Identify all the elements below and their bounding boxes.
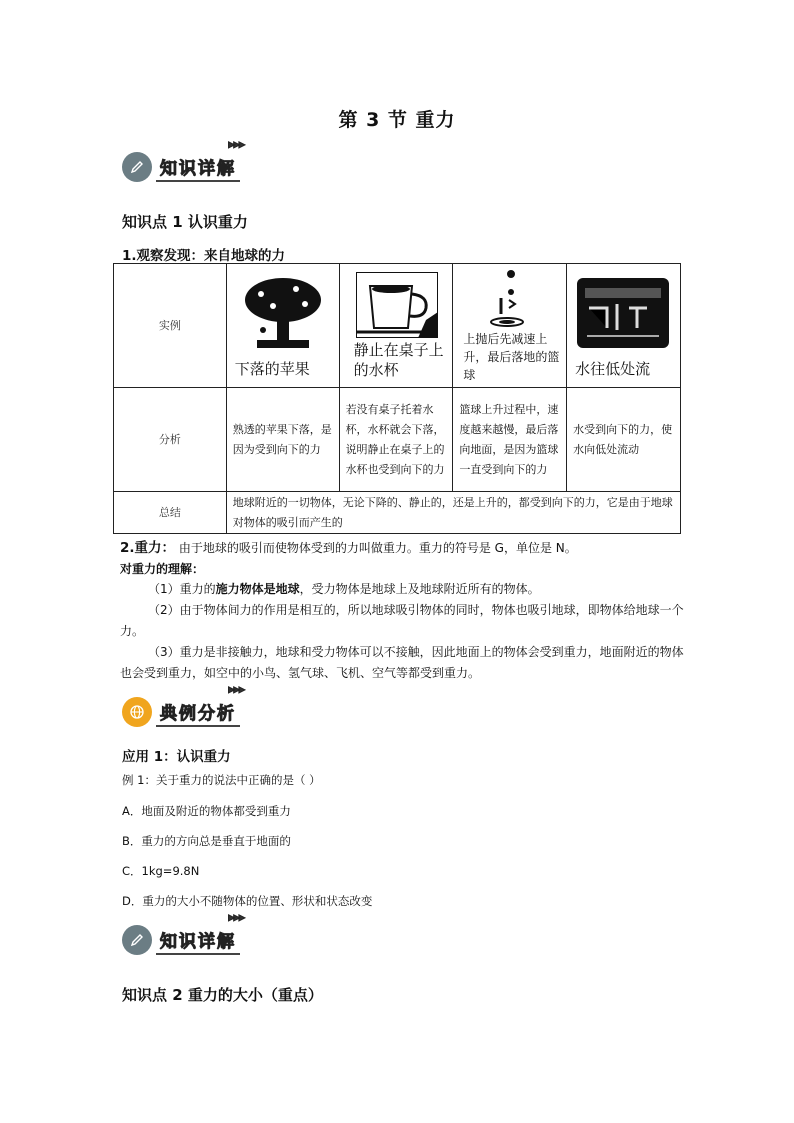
kp2-heading: 知识点 2 重力的大小（重点） xyxy=(122,986,323,1004)
row-head-examples: 实例 xyxy=(114,264,227,388)
arrows-icon: ▶▶▶ xyxy=(228,912,244,922)
row-head-analysis: 分析 xyxy=(114,388,227,492)
pencil-icon xyxy=(122,925,152,955)
kp1-subheading: 1.观察发现：来自地球的力 xyxy=(122,248,286,264)
point-1-b: ，受力物体是地球上及地球附近所有的物体。 xyxy=(299,582,540,596)
point-3: （3）重力是非接触力，地球和受力物体可以不接触，因此地面上的物体会受到重力，地面附近的物体也会受到重力，如空中的小鸟、氢气球、飞机、空气等都受到重力。 xyxy=(120,645,684,680)
example-water xyxy=(567,264,681,388)
arrows-icon: ▶▶▶ xyxy=(228,139,244,149)
globe-icon xyxy=(122,697,152,727)
gravity-table xyxy=(113,263,681,534)
analysis-apple: 熟透的苹果下落，是因为受到向下的力 xyxy=(226,388,339,492)
option-c: C．1kg=9.8N xyxy=(122,864,200,878)
analysis-cup: 若没有桌子托着水杯，水杯就会下落，说明静止在桌子上的水杯也受到向下的力 xyxy=(339,388,453,492)
option-d: D．重力的大小不随物体的位置、形状和状态改变 xyxy=(122,894,373,908)
summary-text: 地球附近的一切物体，无论下降的、静止的，还是上升的，都受到向下的力，它是由于地球对物体的吸引而产生的 xyxy=(226,492,680,534)
app1-heading: 应用 1：认识重力 xyxy=(122,749,231,765)
knowledge-banner-2-label: 知识详解 xyxy=(160,931,236,952)
waterfall-icon xyxy=(577,278,669,348)
knowledge-banner-2 xyxy=(122,912,244,955)
point-1-a: （1）重力的 xyxy=(148,582,216,596)
row-head-summary: 总结 xyxy=(114,492,227,534)
point-2: （2）由于物体间力的作用是相互的，所以地球吸引物体的同时，物体也吸引地球，即物体给地球一个力。 xyxy=(120,603,684,638)
water-cup-icon xyxy=(356,272,438,338)
option-b: B．重力的方向总是垂直于地面的 xyxy=(122,834,291,848)
gravity-label: 2.重力： xyxy=(120,540,176,556)
pencil-icon xyxy=(122,152,152,182)
gravity-definition xyxy=(120,538,690,558)
caption-apple: 下落的苹果 xyxy=(234,360,310,378)
basketball-icon xyxy=(487,268,533,330)
kp1-heading: 知识点 1 认识重力 xyxy=(122,213,248,231)
apple-tree-icon xyxy=(241,274,325,350)
example-cup xyxy=(339,264,453,388)
option-a: A．地面及附近的物体都受到重力 xyxy=(122,804,291,818)
arrows-icon: ▶▶▶ xyxy=(228,684,244,694)
gravity-text: 由于地球的吸引而使物体受到的力叫做重力。重力的符号是 G，单位是 N。 xyxy=(178,541,577,555)
page-title: 第 3 节 重力 xyxy=(338,109,456,131)
knowledge-banner xyxy=(122,139,244,182)
example-banner-label: 典例分析 xyxy=(160,703,236,724)
analysis-water: 水受到向下的力，使水向低处流动 xyxy=(567,388,681,492)
point-1 xyxy=(148,579,688,599)
caption-water: 水往低处流 xyxy=(575,360,651,378)
knowledge-banner-label: 知识详解 xyxy=(160,158,236,179)
example-apple xyxy=(226,264,339,388)
example-question: 例 1：关于重力的说法中正确的是（ ） xyxy=(122,773,321,787)
example-banner xyxy=(122,684,244,727)
point-1-bold: 施力物体是地球 xyxy=(215,582,300,596)
example-basketball xyxy=(453,264,567,388)
caption-basketball: 上抛后先减速上升，最后落地的篮球 xyxy=(463,332,560,382)
caption-cup: 静止在桌子上的水杯 xyxy=(353,341,444,379)
analysis-basketball: 篮球上升过程中，速度越来越慢，最后落向地面，是因为篮球一直受到向下的力 xyxy=(453,388,567,492)
understanding-heading: 对重力的理解： xyxy=(120,562,205,576)
